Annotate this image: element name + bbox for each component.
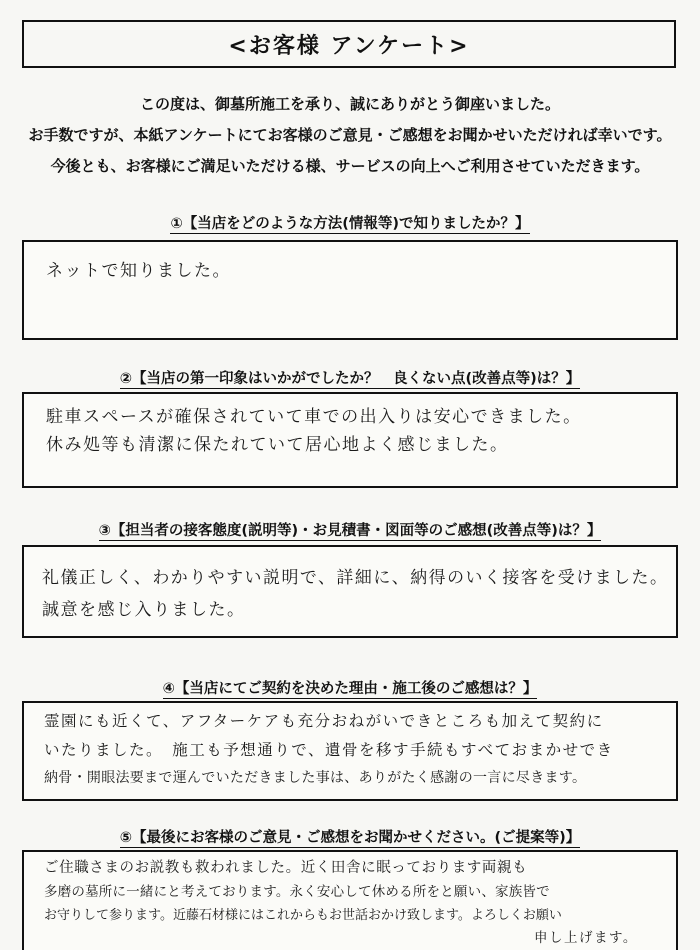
- answer-1-line-1: ネットで知りました。: [46, 261, 231, 281]
- question-1-label: ①【当店をどのような方法(情報等)で知りましたか？】: [170, 216, 530, 232]
- intro-line-3: 今後とも、お客様にご満足いただける様、サービスの向上へご利用させていただきます。: [50, 157, 650, 175]
- answer-1-box: [22, 240, 678, 340]
- answer-4-line-3: 納骨・開眼法要まで運んでいただきました事は、ありがたく感謝の一言に尽きます。: [44, 770, 587, 786]
- answer-3-box: [22, 545, 678, 638]
- answer-2-line-1: 駐車スペースが確保されていて車での出入りは安心できました。: [46, 407, 582, 427]
- survey-title: <お客様 アンケート>: [22, 20, 676, 68]
- answer-5-box: [22, 850, 678, 950]
- answer-3-line-1: 礼儀正しく、わかりやすい説明で、詳細に、納得のいく接客を受けました。: [42, 568, 669, 588]
- answer-5-line-3: お守りして参ります。近藤石材様にはこれからもお世話おかけ致します。よろしくお願い: [44, 908, 562, 923]
- answer-2-box: [22, 392, 678, 488]
- answer-4-line-2: いたりました。 施工も予想通りで、遺骨を移す手続もすべておまかせでき: [44, 741, 614, 759]
- question-5-label: ⑤【最後にお客様のご意見・ご感想をお聞かせください。(ご提案等)】: [119, 830, 581, 846]
- answer-5-line-4: 申し上げます。: [534, 930, 638, 946]
- question-2-label: ②【当店の第一印象はいかがでしたか？ 良くない点(改善点等)は？】: [119, 371, 581, 387]
- answer-4-line-1: 霊園にも近くて、アフターケアも充分おねがいできところも加えて契約に: [44, 712, 604, 730]
- answer-5-line-2: 多磨の墓所に一緒にと考えております。永く安心して休める所をと願い、家族皆で: [44, 884, 550, 900]
- question-4-label: ④【当店にてご契約を決めた理由・施工後のご感想は？】: [162, 681, 538, 697]
- question-3-label: ③【担当者の接客態度(説明等)・お見積書・図面等のご感想(改善点等)は？】: [98, 523, 602, 539]
- answer-2-line-2: 休み処等も清潔に保たれていて居心地よく感じました。: [46, 435, 509, 455]
- answer-5-line-1: ご住職さまのお説教も救われました。近く田舎に眠っております両親も: [44, 860, 528, 876]
- intro-line-1: この度は、御墓所施工を承り、誠にありがとう御座いました。: [139, 95, 560, 113]
- answer-3-line-2: 誠意を感じ入りました。: [42, 600, 246, 620]
- answer-4-box: [22, 701, 678, 801]
- intro-line-2: お手数ですが、本紙アンケートにてお客様のご意見・ご感想をお聞かせいただければ幸いです。: [28, 126, 672, 144]
